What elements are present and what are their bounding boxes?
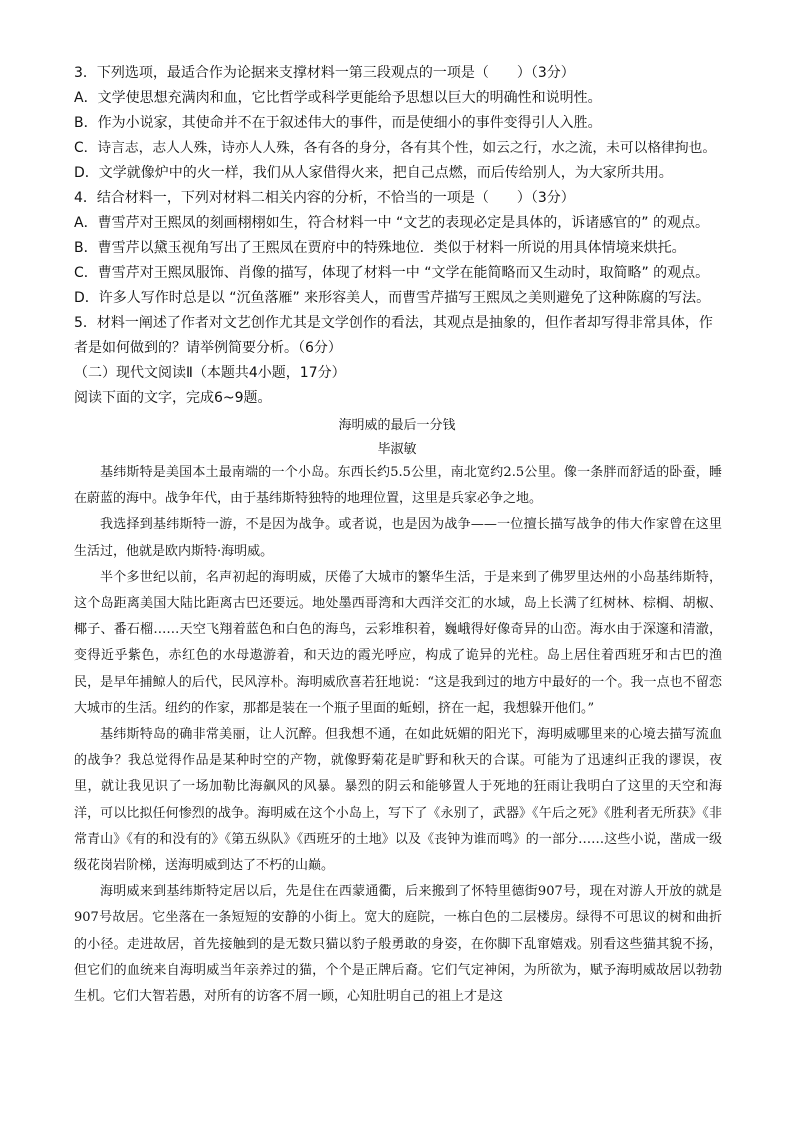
passage-body bbox=[74, 460, 722, 1010]
question-3-option-b: B．作为小说家，其使命并不在于叙述伟大的事件，而是使细小的事件变得引人入胜。 bbox=[74, 115, 602, 131]
passage-paragraph: 半个多世纪以前，名声初起的海明威，厌倦了大城市的繁华生活，于是来到了佛罗里达州的小岛基纬斯特，这个岛距离美国大陆比距离古巴还要远。地处墨西哥湾和大西洋交汇的水域，岛上长满了红树林、棕榈、胡椒、椰子、番石榴……天空飞翔着蓝色和白色的海鸟，云彩堆积着，巍峨得好像奇异的山峦。海水由于深邃和清澈，变得近乎紫色，赤红色的水母遨游着，和天边的霞光呼应，构成了诡异的光柱。岛上居住着西班牙和古巴的渔民，是早年捕鲸人的后代，民风淳朴。海明威欣喜若狂地说：“这是我到过的地方中最好的一个。我一点也不留恋大城市的生活。纽约的作家，那都是装在一个瓶子里面的蚯蚓，挤在一起，我想躲开他们。” bbox=[74, 569, 722, 716]
passage-author: 毕淑敏 bbox=[377, 442, 417, 457]
passage-title: 海明威的最后一分钱 bbox=[338, 418, 456, 433]
question-4-stem: 4．结合材料一，下列对材料二相关内容的分析，不恰当的一项是（ ）（3分） bbox=[74, 190, 575, 206]
question-3-option-c: C．诗言志，志人人殊，诗亦人人殊，各有各的身分，各有其个性，如云之行，水之流，未可以格律拘也。 bbox=[74, 140, 717, 156]
question-4-option-b: B．曹雪芹以黛玉视角写出了王熙凤在贾府中的特殊地位．类似于材料一所说的用具体情境来烘托。 bbox=[74, 240, 686, 256]
passage-paragraph: 我选择到基纬斯特一游，不是因为战争。或者说，也是因为战争——一位擅长描写战争的伟大作家曾在这里生活过，他就是欧内斯特·海明威。 bbox=[74, 517, 722, 559]
passage-paragraph: 海明威来到基纬斯特定居以后，先是住在西蒙通衢，后来搬到了怀特里德街907号，现在对游人开放的就是907号故居。它坐落在一条短短的安静的小街上。宽大的庭院，一栋白色的二层楼房。绿得不可思议的树和曲折的小径。走进故居，首先接触到的是无数只猫以豹子般勇敢的身姿，在你脚下乱窜嬉戏。别看这些猫其貌不扬，但它们的血统来自海明威当年亲养过的猫，个个是正牌后裔。它们气定神闲，为所欲为，赋予海明威故居以勃勃生机。它们大智若愚，对所有的访客不屑一顾，心知肚明自己的祖上才是这 bbox=[74, 884, 722, 1005]
question-3-stem: 3．下列选项，最适合作为论据来支撑材料一第三段观点的一项是（ ）（3分） bbox=[74, 65, 575, 81]
question-4-option-c: C．曹雪芹对王熙凤服饰、肖像的描写，体现了材料一中 “文学在能简略而又生动时，取简略” 的观点。 bbox=[74, 265, 710, 281]
passage-paragraph: 基纬斯特是美国本土最南端的一个小岛。东西长约5.5公里，南北宽约2.5公里。像一条胖而舒适的卧蚕，睡在蔚蓝的海中。战争年代，由于基纬斯特独特的地理位置，这里是兵家必争之地。 bbox=[74, 465, 722, 507]
question-3-option-d: D．文学就像炉中的火一样，我们从人家借得火来，把自己点燃，而后传给别人，为大家所共用。 bbox=[74, 165, 673, 181]
reading-instruction: 阅读下面的文字，完成6~9题。 bbox=[74, 390, 272, 406]
question-3-option-a: A．文学使思想充满肉和血，它比哲学或科学更能给予思想以巨大的明确性和说明性。 bbox=[74, 90, 602, 106]
question-4-option-d: D．许多人写作时总是以 “沉鱼落雁” 来形容美人，而曹雪芹描写王熙凤之美则避免了这种陈腐的写法。 bbox=[74, 290, 711, 306]
questions-block bbox=[74, 61, 724, 411]
question-4-option-a: A．曹雪芹对王熙凤的刻画栩栩如生，符合材料一中 “文艺的表现必定是具体的，诉诸感官的” 的观点。 bbox=[74, 215, 709, 231]
section-heading: （二）现代文阅读Ⅱ（本题共4小题，17分） bbox=[74, 365, 346, 381]
question-5-line-2: 者是如何做到的？请举例简要分析。（6分） bbox=[74, 340, 342, 356]
question-5-line-1: 5．材料一阐述了作者对文艺创作尤其是文学创作的看法，其观点是抽象的，但作者却写得非常具体，作 bbox=[74, 315, 713, 331]
passage-paragraph: 基纬斯特岛的确非常美丽，让人沉醉。但我想不通，在如此妩媚的阳光下，海明威哪里来的心境去描写流血的战争？我总觉得作品是某种时空的产物，就像野菊花是旷野和秋天的合谋。可能为了迅速纠正我的谬误，夜里，就让我见识了一场加勒比海飙风的风暴。暴烈的阴云和能够置人于死地的狂雨让我明白了这里的天空和海洋，可以比拟任何惨烈的战争。海明威在这个小岛上，写下了《永别了，武器》《午后之死》《胜利者无所获》《非常青山》《有的和没有的》《第五纵队》《西班牙的土地》以及《丧钟为谁而鸣》的一部分……这些小说，凿成一级级花岗岩阶梯，送海明威到达了不朽的山巅。 bbox=[74, 727, 722, 874]
